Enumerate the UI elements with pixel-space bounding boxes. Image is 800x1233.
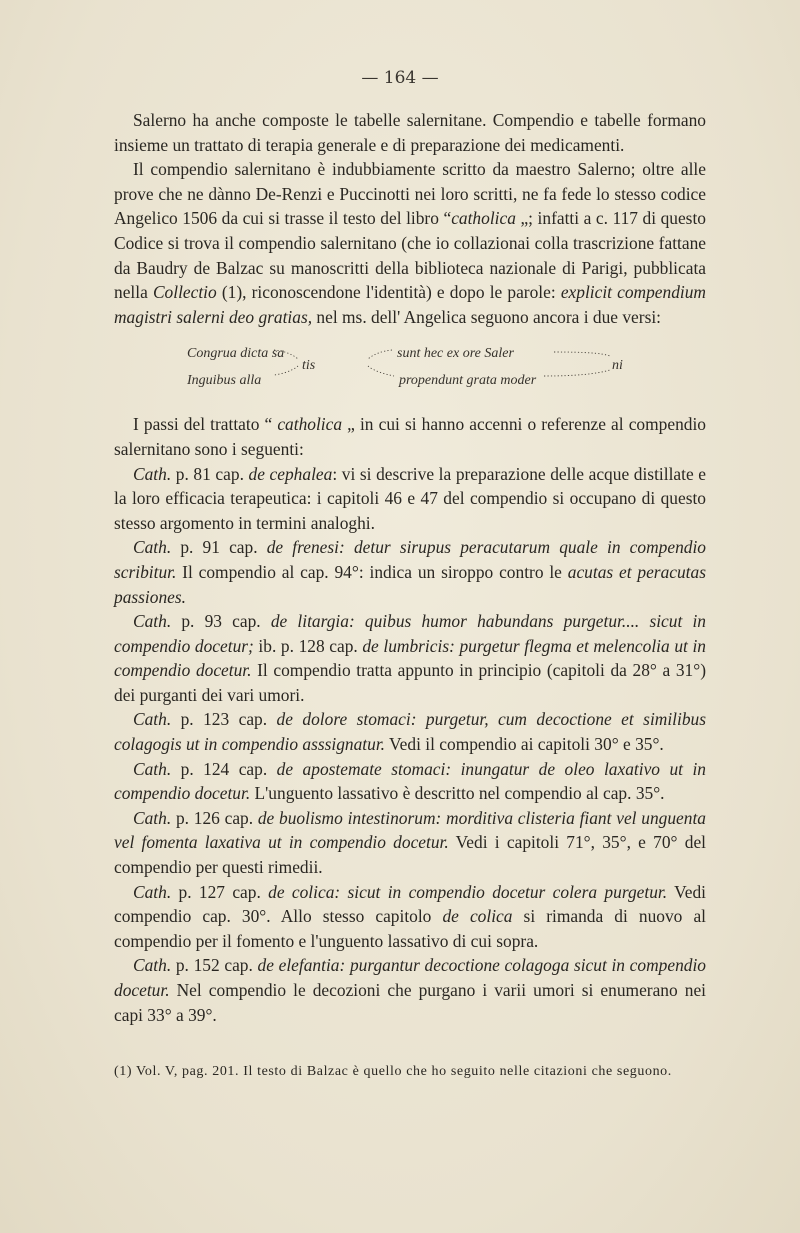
body-text <box>114 108 706 1027</box>
paragraph-intro: Salerno ha anche composte le tabelle salernitane. Compendio e tabelle formano insieme un trattato di terapia generale e di preparazione dei medicamenti. <box>114 110 706 155</box>
paragraph-passages: I passi del trattato “ catholica „ in cui si hanno accenni o referenze al compendio salernitano sono i seguenti: <box>114 414 706 459</box>
verse-word: Congrua dicta sa <box>187 346 285 362</box>
citation-entry: Cath. p. 123 cap. de dolore stomaci: purgetur, cum decoctione et similibus colagogis ut in compendio asssignatur. Vedi il compendio ai capitoli 30° e 35°. <box>114 709 706 755</box>
paragraph-compendio: Il compendio salernitano è indubbiamente scritto da maestro Salerno; oltre alle prove che ne dànno De-Renzi e Puccinotti nei loro scritti, ne fa fede lo stesso codice Angelico 1506 da cui si trasse il testo del libro “catholica „; infatti a c. 117 di questo Codice si trova il compendio salernitano (che io collazionai colla trascrizione fattane da Baudry de Balzac su manoscritti della biblioteca nazionale di Parigi, pubblicata nella Collectio (1), riconoscendone l'identità) e dopo le parole: explicit compendium magistri salerni deo gratias, nel ms. dell' Angelica seguono ancora i due versi: <box>114 159 706 327</box>
citation-entry: Cath. p. 127 cap. de colica: sicut in compendio docetur colera purgetur. Vedi compendio cap. 30°. Allo stesso capitolo de colica si rimanda di nuovo al compendio per il fomento e l'unguento lassativo di cui sopra. <box>114 881 707 951</box>
citation-entry: Cath. p. 126 cap. de buolismo intestinorum: morditiva clisteria fiant vel unguenta vel fomenta laxativa ut in compendio docetur. Vedi i capitoli 71°, 35°, e 70° del compendio per questi rimedii. <box>114 807 706 878</box>
verse-word: sunt hec ex ore Saler <box>397 346 514 362</box>
citation-entry: Cath. p. 91 cap. de frenesi: detur sirupus peracutarum quale in compendio scribitur. Il compendio al cap. 94°: indica un siroppo contro le acutas et peracutas passiones. <box>114 537 706 607</box>
citation-entry: Cath. p. 152 cap. de elefantia: purgantur decoctione colagoga sicut in compendio docetur. Nel compendio le decozioni che purgano i varii umori si enumerano nei capi 33° a 39°. <box>114 955 706 1025</box>
verse-word: tis <box>302 358 316 374</box>
verse-block <box>114 338 706 406</box>
citation-entry: Cath. p. 81 cap. de cephalea: vi si descrive la preparazione delle acque distillate e la loro efficacia terapeutica: i capitoli 46 e 47 del compendio si occupano di questo stesso argomento in termini analoghi. <box>114 463 706 533</box>
citation-entry: Cath. p. 93 cap. de litargia: quibus humor habundans purgetur.... sicut in compendio docetur; ib. p. 128 cap. de lumbricis: purgetur flegma et melencolia ut in compendio docetur. Il compendio tratta appunto in principio (capitoli da 28° a 31°) dei purganti dei vari umori. <box>114 611 706 705</box>
footnote: (1) Vol. V, pag. 201. Il testo di Balzac è quello che ho seguito nelle citazioni che seguono. <box>114 1064 672 1079</box>
citation-entry: Cath. p. 124 cap. de apostemate stomaci: inungatur de oleo laxativo ut in compendio docetur. L'unguento lassativo è descritto nel compendio al cap. 35°. <box>114 758 706 804</box>
page-number: — 164 — <box>361 68 439 88</box>
verse-word: Inguibus alla <box>187 373 262 389</box>
verse-word: propendunt grata moder <box>399 373 537 389</box>
verse-word: ni <box>612 358 623 374</box>
